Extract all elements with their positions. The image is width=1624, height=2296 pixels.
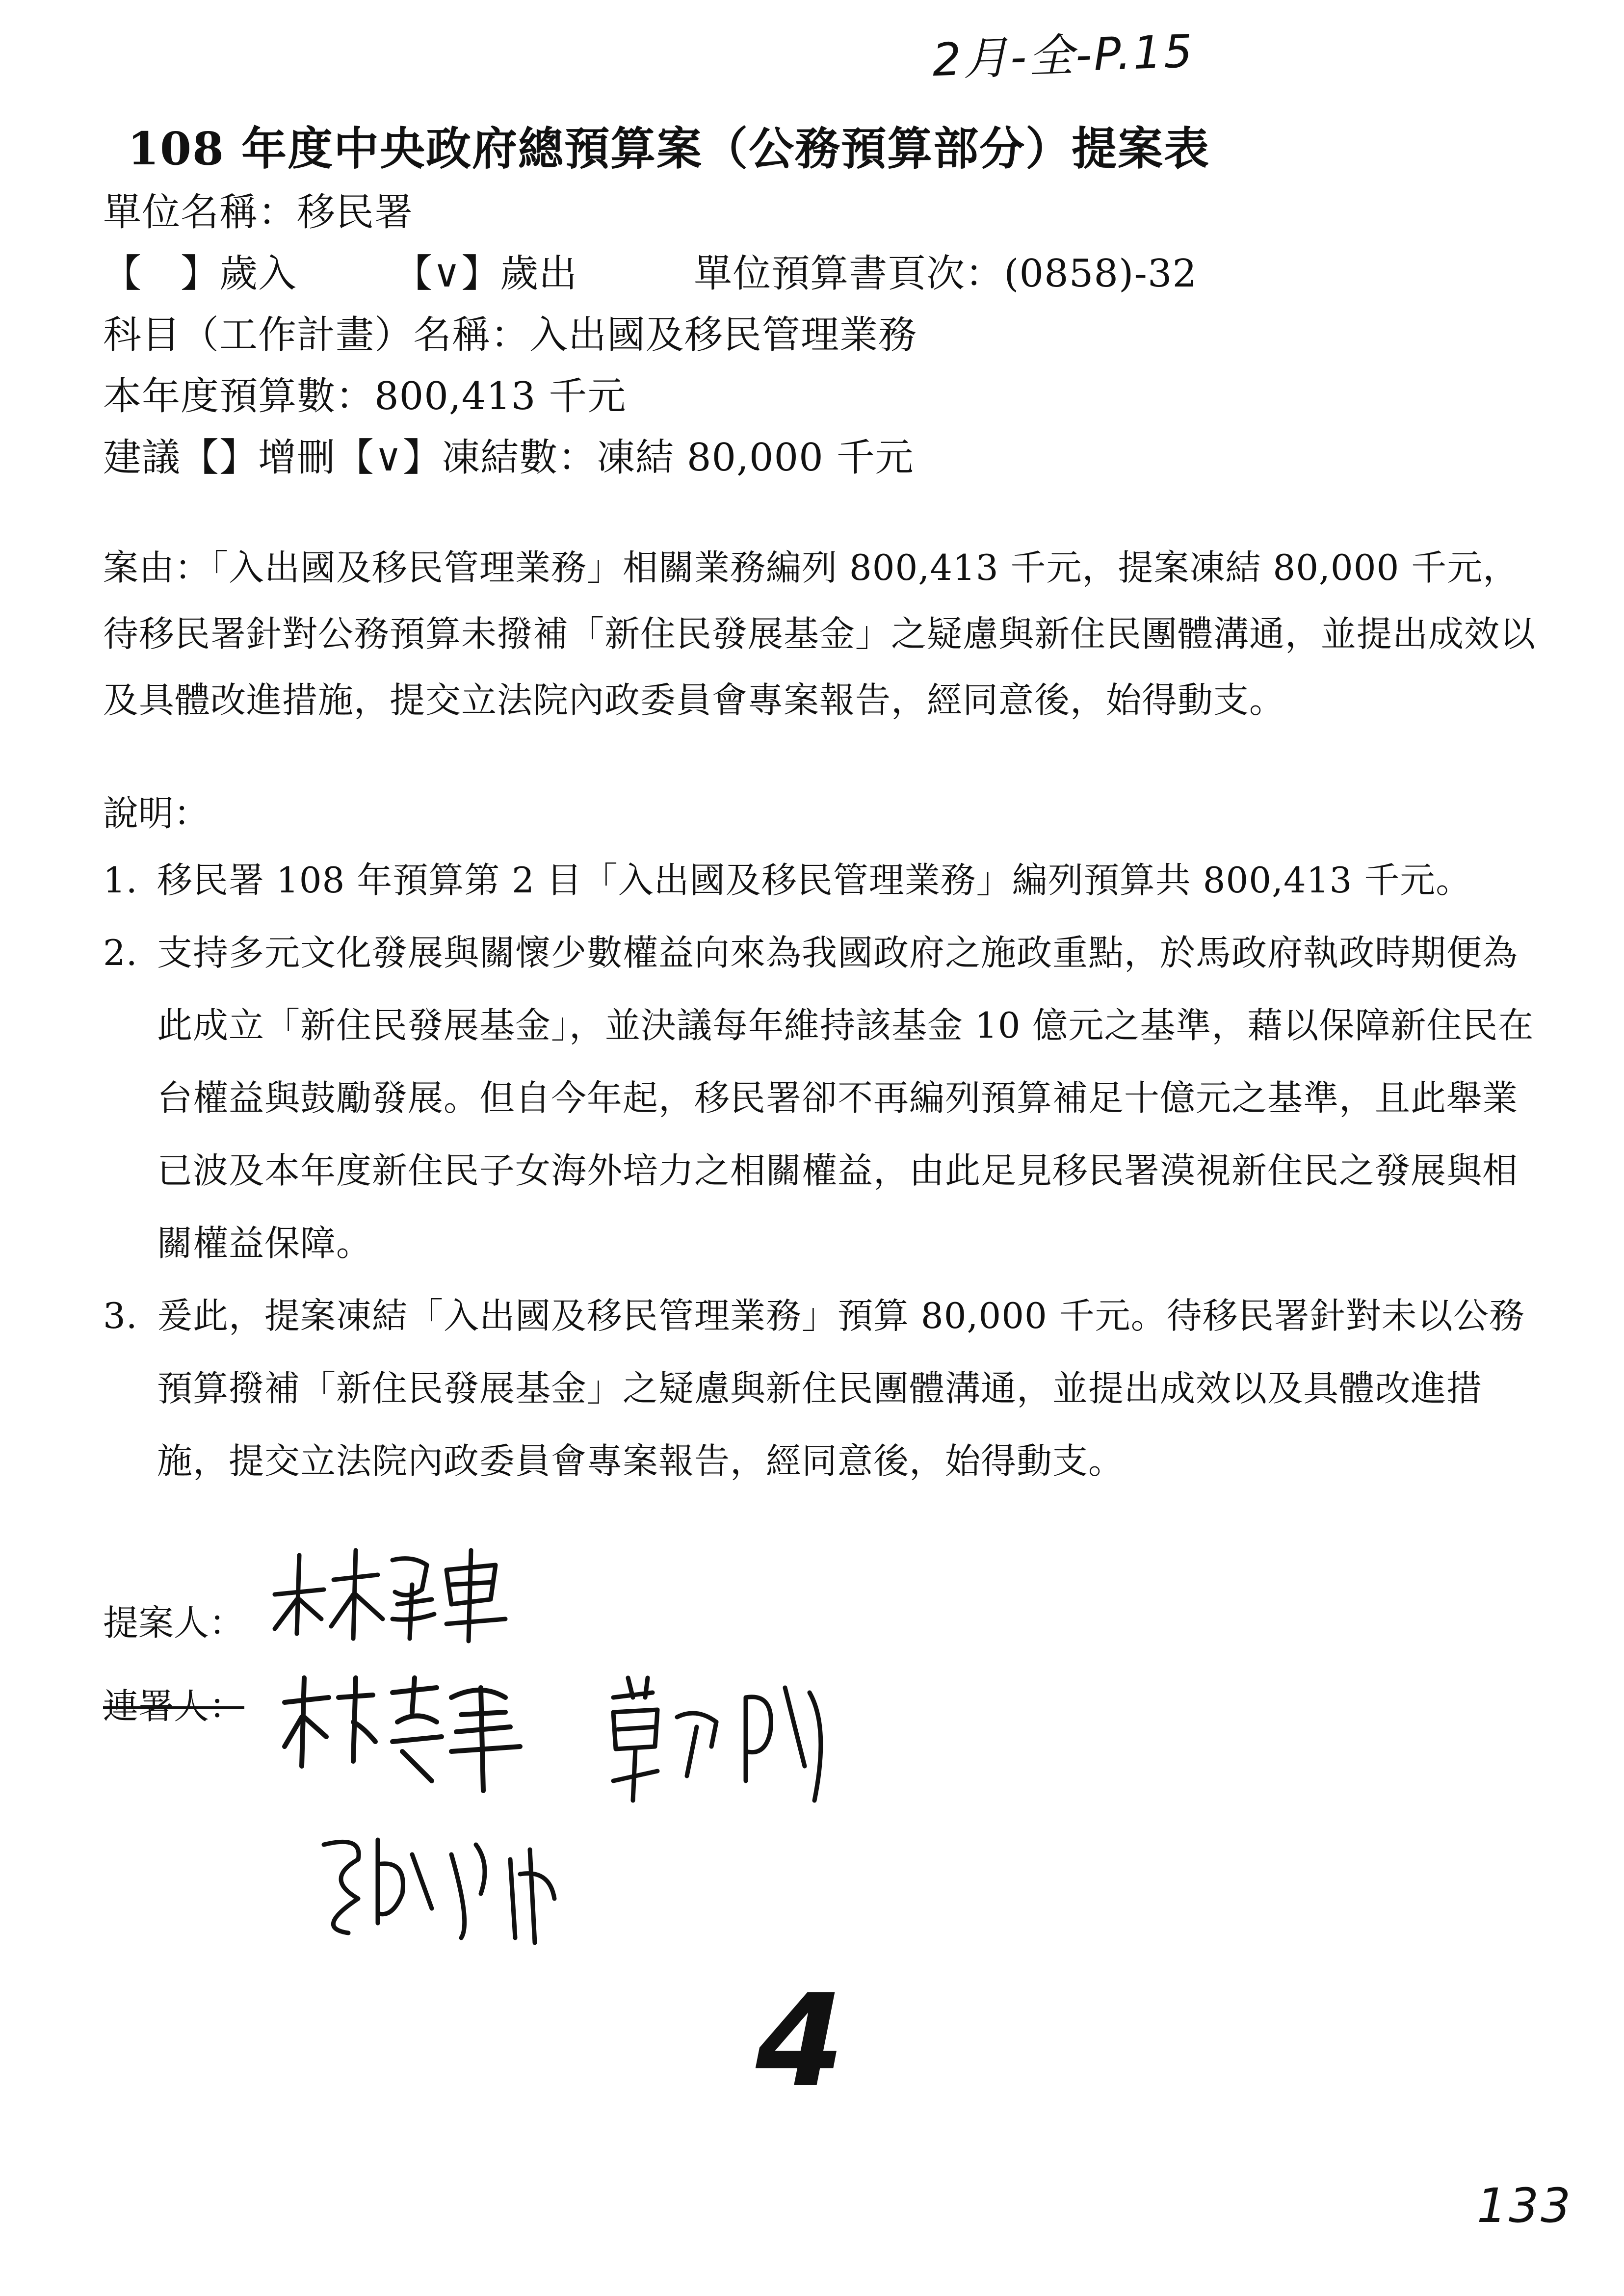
handwritten-page-mark: 4 (756, 1967, 844, 2115)
handwritten-reference: 2月-全-P.15 (931, 25, 1196, 87)
budget-type-line: 【 】歲入 【∨】歲出 單位預算書頁次：(0858)-32 (103, 252, 1198, 296)
item-text: 支持多元文化發展與關懷少數權益向來為我國政府之施政重點，於馬政府執政時期便為此成立「新住民發展基金」，並決議每年維持該基金 10 億元之基準，藉以保障新住民在台權益與鼓勵發展。但自今年起，移民署卻不再編列預算補足十億元之基準，且此舉業已波及本年度新住民子女海外培力之相關權益，由此足見移民署漠視新住民之發展與相關權益保障。 (157, 932, 1534, 1264)
cosigner-label: 連署人： (103, 1686, 245, 1727)
budget-amount: 本年度預算數：800,413 千元 (103, 374, 627, 418)
proposer-signature (265, 1536, 520, 1648)
explanation-list (103, 844, 1536, 1497)
subject-name: 科目（工作計畫）名稱：入出國及移民管理業務 (103, 313, 917, 357)
handwritten-page-number: 133 (1477, 2178, 1573, 2233)
list-item (103, 1279, 1536, 1497)
proposal-line: 建議【】增刪【∨】凍結數：凍結 80,000 千元 (103, 436, 914, 480)
case-reason: 案由：「入出國及移民管理業務」相關業務編列 800,413 千元，提案凍結 80,000 千元，待移民署針對公務預算未撥補「新住民發展基金」之疑慮與新住民團體溝通，並提出成效以及具體改進措施，提交立法院內政委員會專案報告，經同意後，始得動支。 (103, 547, 1536, 721)
unit-name: 單位名稱：移民署 (103, 190, 414, 235)
item-text: 爰此，提案凍結「入出國及移民管理業務」預算 80,000 千元。待移民署針對未以公務預算撥補「新住民發展基金」之疑慮與新住民團體溝通，並提出成效以及具體改進措施，提交立法院內政委員會專案報告，經同意後，始得動支。 (157, 1295, 1525, 1482)
item-text: 移民署 108 年預算第 2 目「入出國及移民管理業務」編列預算共 800,413 千元。 (157, 860, 1472, 901)
explanation-label: 說明： (103, 793, 210, 834)
document-title: 108 年度中央政府總預算案（公務預算部分）提案表 (128, 122, 1210, 175)
cosigner-signature-2 (599, 1668, 873, 1815)
list-item (103, 844, 1536, 916)
item-number: 1. (103, 860, 138, 901)
item-number: 2. (103, 932, 138, 973)
list-item (103, 916, 1536, 1279)
cosigner-signature-1 (275, 1668, 550, 1796)
proposer-label: 提案人： (103, 1602, 245, 1644)
cosigner-signature-3 (304, 1825, 589, 1953)
item-number: 3. (103, 1295, 138, 1336)
